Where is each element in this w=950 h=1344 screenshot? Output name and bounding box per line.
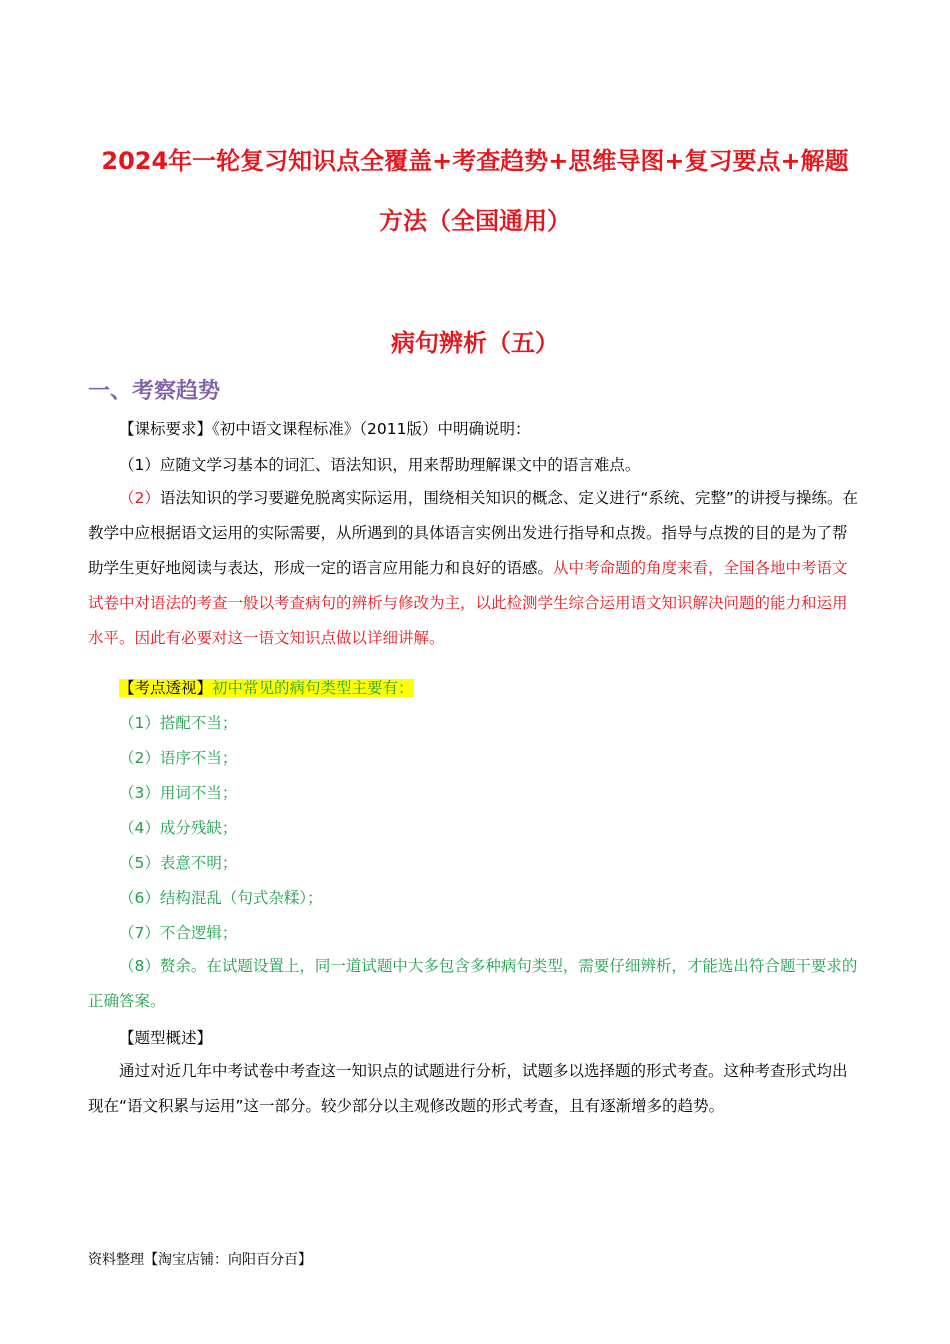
error-type-8: （8）赘余。在试题设置上，同一道试题中大多包含多种病句类型，需要仔细辨析，才能选出符合题干要求的正确答案。 xyxy=(88,957,858,1010)
document-title-line-2: 方法（全国通用） xyxy=(379,207,571,235)
section-heading-trends: 一、考察趋势 xyxy=(88,379,221,404)
error-type-5: （5）表意不明； xyxy=(119,854,238,872)
standard-item-2-red-text: 从中考命题的角度来看，全国各地中考语文试卷中对语法的考查一般以考查病句的辨析与修改为主，以此检测学生综合运用语文知识解决问题的能力和运用水平。因此有必要对这一语文知识点做以详细讲解。 xyxy=(88,559,848,647)
footer-note: 资料整理【淘宝店铺：向阳百分百】 xyxy=(88,1252,312,1268)
standard-item-1: （1）应随文学习基本的词汇、语法知识，用来帮助理解课文中的语言难点。 xyxy=(119,456,641,474)
error-type-7: （7）不合逻辑； xyxy=(119,924,238,942)
error-type-3: （3）用词不当； xyxy=(119,784,238,802)
standard-item-2-label: （2） xyxy=(119,489,160,507)
focus-label: 【考点透视】 xyxy=(119,679,213,697)
error-type-2: （2）语序不当； xyxy=(119,749,238,767)
standard-item-2-text: 语法知识的学习要避免脱离实际运用，围绕相关知识的概念、定义进行“系统、完整”的讲授与操练。在教学中应根据语文运用的实际需要，从所遇到的具体语言实例出发进行指导和点拨。指导与点拨的目的是为了帮助学生更好地阅读与表达，形成一定的语言应用能力和良好的语感。 xyxy=(88,489,858,577)
document-title-line-1: 2024年一轮复习知识点全覆盖+考查趋势+思维导图+复习要点+解题 xyxy=(101,147,849,175)
document-subtitle: 病句辨析（五） xyxy=(391,329,559,357)
standard-intro: 【课标要求】《初中语文课程标准》（2011版）中明确说明： xyxy=(119,420,531,438)
focus-highlight xyxy=(119,679,414,697)
standard-item-2 xyxy=(88,481,858,656)
focus-line xyxy=(119,676,414,700)
focus-text: 初中常见的病句类型主要有： xyxy=(212,679,414,697)
error-type-1: （1）搭配不当； xyxy=(119,714,238,732)
overview-label: 【题型概述】 xyxy=(119,1029,213,1047)
error-type-4: （4）成分残缺； xyxy=(119,819,238,837)
error-type-6: （6）结构混乱（句式杂糅）； xyxy=(119,889,323,907)
overview-text: 通过对近几年中考试卷中考查这一知识点的试题进行分析，试题多以选择题的形式考查。这种考查形式均出现在“语文积累与运用”这一部分。较少部分以主观修改题的形式考查，且有逐渐增多的趋势。 xyxy=(88,1062,848,1115)
